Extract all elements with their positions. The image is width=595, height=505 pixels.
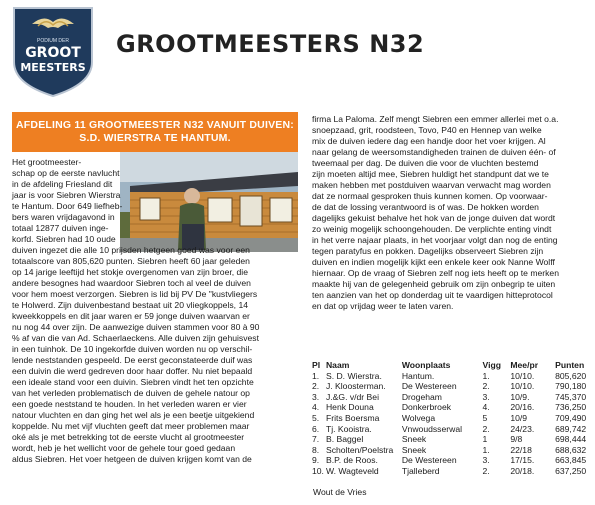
cell-pl: 9. [312,455,320,466]
results-table [312,360,595,477]
table-row [312,466,595,477]
cell-vigg: 2. [482,465,490,476]
badge-line1: GROOT [25,45,81,61]
left-line: op 14 jarige leeftijd het stokje overgenomen van zijn broer, die [12,267,248,277]
right-line: dagelijks gekuist behalve het hok van de jonge duiven dat wordt [312,213,556,223]
right-line: dat ze normaal gesproken thuis kunnen komen. Op voorwaar- [312,191,548,201]
right-line: snoepzaad, grit, roodsteen, Tovo, P40 en Hennep van welke [312,125,542,135]
cell-punten: 637,250 [555,465,587,476]
cell-punten: 689,742 [555,423,587,434]
table-row [312,434,595,445]
left-line: duiven ingezet die alle 10 prijsden hetgeen goed was voor een [12,245,250,255]
cell-pl: 8. [312,444,320,455]
cell-pl: 6. [312,423,320,434]
cell-pl: 1. [312,370,320,381]
cell-mee-pr: 10/9 [510,412,528,423]
right-line: de dat de lossing verantwoord is of was. De hokken worden [312,202,539,212]
left-line: andere besognes had waardoor Siebren toch al veel de duiven [12,278,251,288]
left-line: totaal 12877 duiven inge- [12,223,109,233]
cell-naam: Frits Boersma [325,412,380,423]
cell-mee-pr: 10/10. [510,381,535,392]
cell-punten: 709,490 [555,412,587,423]
left-line: oké als je met betrekking tot de eerste vlucht al grootmeester [12,432,245,442]
right-line: firma La Paloma. Zelf mengt Siebren een emmer allerlei met o.a. [312,114,559,124]
cell-mee-pr: 20/18. [510,465,535,476]
page-title: GROOTMEESTERS N32 [116,30,425,58]
author-name: Wout de Vries [313,487,367,497]
right-line: duiven en indien mogelijk kijkt een enkele keer ook Nanne Wolff [312,257,555,267]
cell-mee-pr: 10/10. [510,370,535,381]
left-line: een ideale stand voor een duivin. Siebren vindt het ten opzichte [12,377,254,387]
cell-woonplaats: Vnwoudsserwal [401,423,463,434]
table-row [312,413,595,424]
cell-woonplaats: Donkerbroek [401,402,452,413]
col-header-naam: Naam [325,360,350,370]
right-line: hiernaar. Op de vraag of Siebren zelf nog iets heeft op te merken [312,268,559,278]
left-line: Het grootmeester- [12,157,82,167]
cell-mee-pr: 9/8 [510,434,523,445]
left-line: te Holwerd. Zijn duivenbestand bestaat uit 20 vliegkoppels, 14 [12,300,248,310]
cell-naam: B.P. de Roos. [325,455,378,466]
cell-vigg: 1. [482,370,490,381]
left-line: schap op de eerste navlucht [12,168,120,178]
cell-punten: 688,632 [555,444,587,455]
col-header-vigg: Vigg [482,360,501,370]
right-line: in het verre najaar plaats, in het voorjaar volgt dan nog de enting [312,235,558,245]
left-line: van het verleden problematisch de duiven de gehele natour op [12,388,250,398]
cell-naam: Tj. Kooistra. [325,423,372,434]
results-header-row [312,360,595,371]
banner-line-2: S.D. WIERSTRA TE HANTUM. [79,132,231,144]
left-line: natour vluchten en dan ging het wel als je een beetje uitgekiend [12,410,255,420]
grootmeesters-badge-logo [10,4,96,98]
table-row [312,455,595,466]
cell-woonplaats: Wolvega [401,412,436,423]
cell-pl: 2. [312,381,320,392]
left-line: koppelde. Nu met vijf vluchten geeft dat meer problemen maar [12,421,250,431]
cell-woonplaats: Sneek [401,444,427,455]
left-line: te Hantum. Door 649 liefheb- [12,201,123,211]
cell-naam: J. Kloosterman. [325,381,386,392]
cell-vigg: 4. [482,402,490,413]
cell-woonplaats: Sneek [401,434,427,445]
cell-pl: 10. [312,465,324,476]
cell-woonplaats: De Westereen [401,455,457,466]
col-header-woonplaats: Woonplaats [401,360,451,370]
left-line: een goede neststand te houden. In het verleden waren er vier [12,399,247,409]
cell-naam: Scholten/Poelstra [325,444,394,455]
article-photo [120,152,298,252]
article-banner [12,112,298,152]
badge-top-text: PODIUM DER [37,38,69,44]
cell-vigg: 3. [482,391,490,402]
table-row [312,402,595,413]
left-line: % af van die van Ad. Schaerlaeckens. Alle duiven zijn gehuisvest [12,333,259,343]
right-line: naar gelang de weersomstandigheden trainen de duiven één- of [312,147,556,157]
col-header-pl: Pl [312,360,321,370]
cell-punten: 663,845 [555,455,587,466]
left-line: voor hem moest verzorgen. Siebren is lid bij PV De "kustvliegers [12,289,258,299]
left-line: kweekkoppels en dit jaar waren er 59 jonge duiven waarvan er [12,311,250,321]
right-line: ten aanzien van het op donderdag uit te vaardigen hitteprotocol [312,290,553,300]
badge-line2: MEESTERS [20,61,86,74]
cell-vigg: 5 [482,412,488,423]
cell-mee-pr: 20/16. [510,402,535,413]
left-line: in een tuinhok. De 10 ingekorfde duiven worden nu op verschil- [12,344,253,354]
left-line: in de afdeling Friesland dit [12,179,113,189]
cell-woonplaats: Drogeham [401,391,442,402]
cell-mee-pr: 24/23. [510,423,535,434]
cell-vigg: 1. [482,444,490,455]
cell-vigg: 1 [482,434,488,445]
table-row [312,381,595,392]
cell-mee-pr: 10/9. [510,391,530,402]
left-line: totaalscore van 805,620 punten. Siebren heeft 60 jaar geleden [12,256,250,266]
cell-pl: 3. [312,391,320,402]
cell-woonplaats: Hantum. [401,370,435,381]
cell-naam: B. Baggel [325,434,364,445]
cell-mee-pr: 22/18 [510,444,532,455]
left-line: jaar is voor Siebren Wierstra [12,190,121,200]
right-line: zo weinig mogelijk schoongehouden. De verplichte enting vindt [312,224,552,234]
cell-mee-pr: 17/15. [510,455,535,466]
right-line: en dat op vrijdag weer te laten varen. [312,301,454,311]
left-line: korfd. Siebren had 10 oude [12,234,116,244]
cell-punten: 698,444 [555,434,587,445]
right-line: mix de duiven iedere dag een handje door het voer krijgen. Al [312,136,546,146]
cell-vigg: 2. [482,381,490,392]
cell-naam: Henk Douna [325,402,374,413]
left-line: aldus Siebren. Het voer hetgeen de duiven krijgen komt van de [12,454,252,464]
cell-vigg: 2. [482,423,490,434]
col-header-mee-pr: Mee/pr [510,360,539,370]
table-row [312,424,595,435]
right-line: zijn moeten altijd mee, Siebren huldigt het standpunt dat we te [312,169,549,179]
left-line: bers waren vrijdagavond in [12,212,115,222]
right-line: maken hebben met postduiven waarvan verwacht mag worden [312,180,551,190]
right-line: tegen paratyfus en pokken. Dagelijks observeert Siebren zijn [312,246,544,256]
cell-naam: W. Wagteveld [325,465,379,476]
cell-punten: 805,620 [555,370,587,381]
cell-naam: S. D. Wierstra. [325,370,382,381]
table-row [312,392,595,403]
table-row [312,371,595,382]
cell-naam: J.&G. v/dr Bei [325,391,379,402]
cell-woonplaats: Tjalleberd [401,465,440,476]
banner-line-1: AFDELING 11 GROOTMEESTER N32 VANUIT DUIVEN: [16,119,294,131]
cell-woonplaats: De Westereen [401,381,457,392]
right-line: maakte hij van de gelegenheid gebruik om zijn onbegrip te uiten [312,279,556,289]
cell-pl: 5. [312,412,320,423]
left-line: nu nog 44 over zijn. De aanwezige duiven stammen voor 80 à 90 [12,322,260,332]
cell-punten: 745,370 [555,391,587,402]
cell-punten: 736,250 [555,402,587,413]
cell-punten: 790,180 [555,381,587,392]
table-row [312,445,595,456]
col-header-punten: Punten [555,360,585,370]
left-line: lende neststanden gespeeld. De eerst geconstateerde duif was [12,355,253,365]
left-line: een duivin die werd gedreven door haar doffer. Nu niet bepaald [12,366,253,376]
left-line: wordt, heb je het wellicht voor de gehele tour goed gedaan [12,443,236,453]
cell-pl: 4. [312,402,320,413]
cell-pl: 7. [312,434,320,445]
cell-vigg: 3. [482,455,490,466]
right-line: tweemaal per dag. De duiven die voor de vluchten bestemd [312,158,539,168]
